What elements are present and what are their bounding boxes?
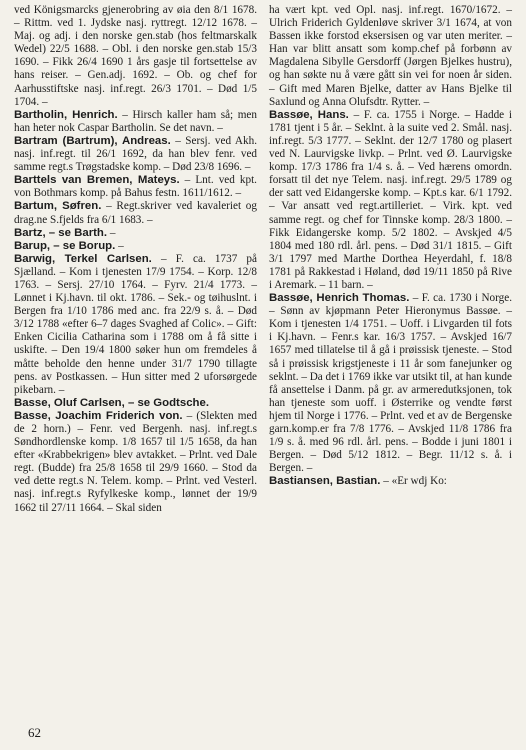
register-entry	[14, 410, 257, 515]
register-entry	[269, 4, 512, 109]
entry-text: – F. ca. 1737 på Sjælland. – Kom i tjenesten 17/9 1754. – Korp. 12/8 1763. – Sersj. 27/10 1764. – Fyrv. 21/4 1773. – Lønnet i Kj.havn. til okt. 1786. – Sek.- og tøihuslnt. i Bergen fra 1/10 1786 med anc. fra 22/9 s. å. – Død 3/12 1788 «efter 6–7 dages Svaghed af Colic». – Gift: Enken Cicilia Catharina som i 1788 om å få sitte i uskifte. – Den 19/4 1800 søker hun om fremdeles å måtte beholde den henne under 31/7 1790 tillagte pens. av Postkassen. – Hun sitter med 2 uforsørgede pikebarn. –	[14, 252, 257, 396]
register-entry	[14, 135, 257, 174]
entry-text: –	[115, 239, 124, 252]
entry-name: Barttels van Bremen, Mateys.	[14, 174, 180, 187]
register-entry	[269, 475, 512, 488]
entry-text: –	[107, 226, 116, 239]
entry-text: – Lnt. ved kpt. von Bothmars komp. på Bahus festn. 1611/1612. –	[14, 174, 257, 200]
register-entry	[14, 4, 257, 109]
register-entry	[14, 227, 257, 240]
entry-name: Bastiansen, Bastian.	[269, 475, 381, 488]
entry-text: ha vært kpt. ved Opl. nasj. inf.regt. 1670/1672. – Ulrich Friderich Gyldenløve skriver 3/1 1674, at von Bassen ikke forstod eksersisen og var uten meriter. – Han var blitt ansatt som komp.chef på forbønn av Magdalena Sibylle Gersdorff (Jørgen Bjelkes hustru), og han søkte nu å være gått sin vei for noen år siden. – Gift med Maren Bjelke, datter av Hans Bjelke til Saxlund og Anna Olufsdtr. Rytter. –	[269, 4, 512, 108]
entry-text: – Hirsch kaller ham så; men han heter nok Caspar Bartholin. Se det navn. –	[14, 108, 257, 134]
entry-text: – F. ca. 1730 i Norge. – Sønn av kjøpmann Peter Hieronymus Bassøe. – Kom i tjenesten 1/4 1751. – Uoff. i Livgarden til fots i Kj.havn. – Fenr.s kar. 16/3 1757. – Avskjed 16/7 1657 med tillatelse til å gå i prøissisk tjeneste. – Stod så i prøissisk krigstjeneste i 11 år som fanejunker og seklnt. – Da det i 1769 ikke var utsikt til, at han kunde få ansettelse i Danm. på gr. av armeredutksjonen, tok han tjeneste som uoff. i Østerrike og vendte først hjem til Norge i 1776. – Prlnt. ved et av de Bergenske garn.komp.er fra 7/8 1776. – Avskjed 11/8 1786 fra 1/9 s. å. med 96 rdl. årl. pens. – Bodde i juni 1801 i Bergen. – Død 5/12 1812. – Begr. 11/12 s. å. i Bergen. –	[269, 292, 513, 475]
entry-name: Bartum, Søfren.	[14, 200, 102, 213]
entry-name: Barup, – se Borup.	[14, 239, 116, 252]
entry-text: – «Er wdj Ko:	[380, 475, 447, 488]
text-columns	[14, 4, 516, 515]
entry-text: – (Slekten med de 2 horn.) – Fenr. ved Bergenh. nasj. inf.regt.s Søndhordlenske komp. 1/8 1657 til 1/5 1658, da han efter «Krabbekrigen» blev avtakket. – Prlnt. ved Dale regt. (Budde) fra 25/8 1658 til 29/9 1660. – Stod da ved dette regt.s N. Telem. komp. – Prlnt. ved Vesterl. nasj. inf.regt.s Ryfylkeske komp., lønnet der 19/9 1662 til 27/11 1664. – Skal siden	[14, 409, 257, 514]
entry-name: Bassøe, Henrich Thomas.	[269, 292, 410, 305]
register-entry	[14, 174, 257, 200]
entry-text: – Regt.skriver ved kavaleriet og drag.ne S.fjelds fra 6/1 1683. –	[14, 200, 257, 226]
register-entry	[14, 109, 257, 135]
entry-name: Barwig, Terkel Carlsen.	[14, 252, 152, 265]
entry-name: Bartram (Bartrum), Andreas.	[14, 134, 171, 147]
register-entry	[14, 240, 257, 253]
page-number: 62	[28, 725, 41, 740]
left-column	[14, 4, 257, 515]
entry-name: Bartz, – se Barth.	[14, 226, 108, 239]
register-entry	[269, 292, 512, 475]
register-entry	[269, 109, 512, 292]
entry-name: Bartholin, Henrich.	[14, 108, 118, 121]
entry-name: Basse, Oluf Carlsen, – se Godtsche.	[14, 396, 209, 409]
entry-name: Basse, Joachim Friderich von.	[14, 409, 183, 422]
right-column	[269, 4, 512, 515]
register-entry	[14, 397, 257, 410]
register-entry	[14, 200, 257, 226]
entry-text: – F. ca. 1755 i Norge. – Hadde i 1781 tjent i 5 år. – Seklnt. à la suite ved 2. Smål. nasj. inf.regt. 5/3 1777. – Seklnt. der 12/7 1780 og plasert ved N. Laurvigske livkp. – Prlnt. ved Ø. Laurvigske komp. 17/3 1786 fra 1/4 s. å. – Ved hærens omordn. forsatt til det nye Telem. nasj. inf.regt. 29/5 1789 og der satt ved Eidangerske komp. – Kpt.s kar. 6/1 1792. – Var ansatt ved regt.artilleriet. – Virk. kpt. ved samme regt. og chef for Tinnske komp. 28/3 1800. – Fikk Eidangerske komp. 5/2 1802. – Avskjed 4/5 1804 med 180 rdl. årl. pens. – Død 31/1 1815. – Gift 3/1 1797 med Marthe Dorthea Heyerdahl, f. 18/8 1781 på Rakkestad i Høland, død 19/11 1850 på Rive i Aremark. – 11 barn. –	[269, 108, 512, 291]
register-entry	[14, 253, 257, 397]
entry-name: Bassøe, Hans.	[269, 108, 349, 121]
entry-text: – Sersj. ved Akh. nasj. inf.regt. til 26/1 1692, da han blev fenr. ved samme regt.s Trøgstadske komp. – Død 23/8 1696. –	[14, 134, 257, 174]
entry-text: ved Königsmarcks gjenerobring av øia den 8/1 1678. – Rittm. ved 1. Jydske nasj. ryttregt. 12/12 1678. – Maj. og adj. i den norske gen.stab (hos feltmarskalk Wedel) 22/5 1688. – Obl. i den norske gen.stab 15/3 1690. – Fikk 26/4 1690 1 års gasje til fortsettelse av hans reiser. – Gen.adj. 1692. – Ob. og chef for Aarhusstiftske nasj. inf.regt. 26/3 1701. – Død 1/5 1704. –	[14, 4, 257, 108]
